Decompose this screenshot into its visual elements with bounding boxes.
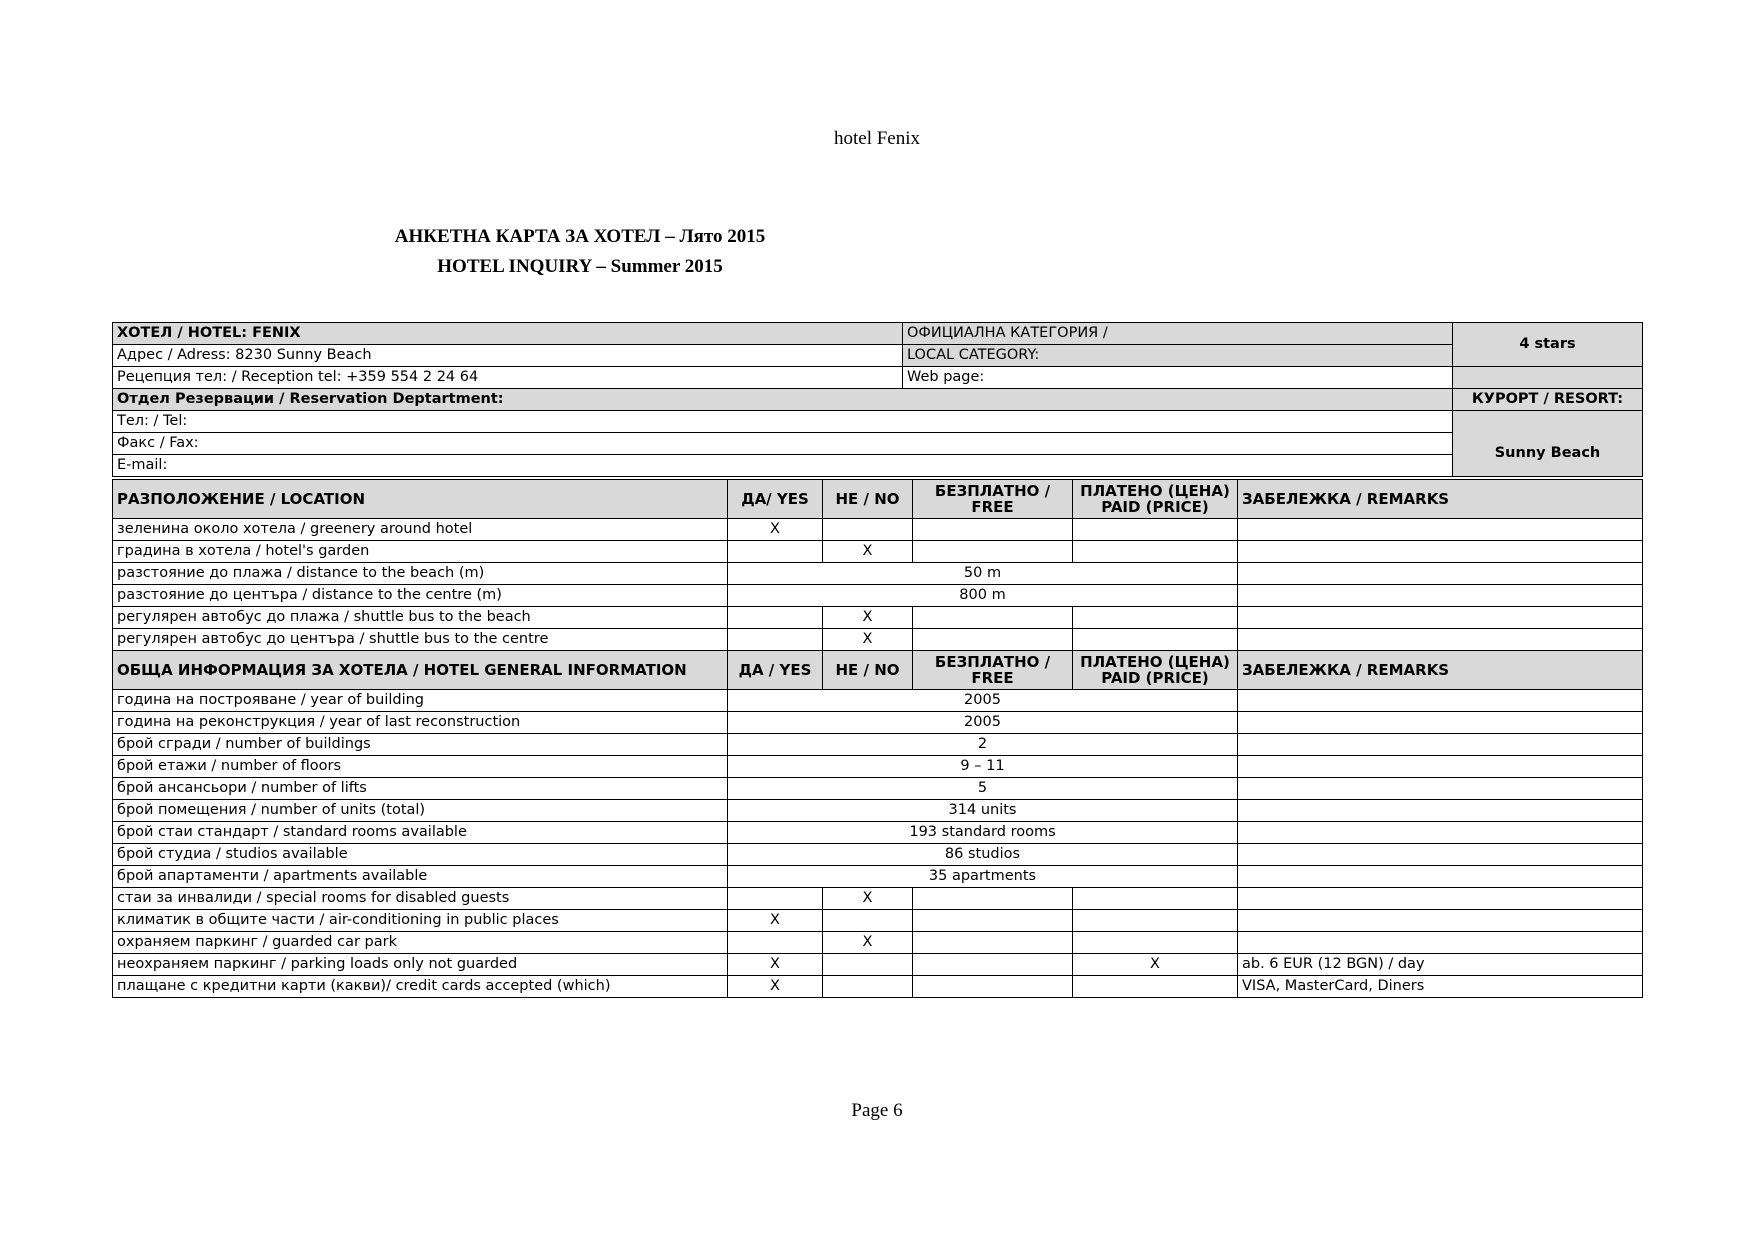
row-label: климатик в общите части / air-conditioning in public places (113, 910, 728, 932)
row-label: охраняем паркинг / guarded car park (113, 932, 728, 954)
row-label: стаи за инвалиди / special rooms for disabled guests (113, 888, 728, 910)
table-row (113, 455, 1643, 477)
cell-yes: X (728, 910, 823, 932)
table-row (113, 954, 1643, 976)
cell-remarks (1238, 888, 1643, 910)
webpage-cell: Web page: (903, 367, 1453, 389)
table-row (113, 712, 1643, 734)
cell-free (913, 519, 1073, 541)
cell-remarks (1238, 822, 1643, 844)
general-section-title: ОБЩА ИНФОРМАЦИЯ ЗА ХОТЕЛА / HOTEL GENERAL INFORMATION (113, 651, 728, 690)
cell-free (913, 607, 1073, 629)
table-row (113, 411, 1643, 433)
cell-no (823, 976, 913, 998)
cell-free (913, 932, 1073, 954)
table-row (113, 585, 1643, 607)
cell-paid (1073, 519, 1238, 541)
table-row (113, 888, 1643, 910)
category-label-cell: ОФИЦИАЛНА КАТЕГОРИЯ / (903, 323, 1453, 345)
page-header: hotel Fenix (833, 128, 921, 149)
col-remarks: ЗАБЕЛЕЖКА / REMARKS (1238, 480, 1643, 519)
cell-free (913, 629, 1073, 651)
col-paid: ПЛАТЕНО (ЦЕНА) PAID (PRICE) (1073, 480, 1238, 519)
cell-yes (728, 932, 823, 954)
cell-paid (1073, 541, 1238, 563)
cell-paid (1073, 976, 1238, 998)
table-row (113, 866, 1643, 888)
cell-remarks (1238, 585, 1643, 607)
cell-free (913, 910, 1073, 932)
location-header-row (113, 480, 1643, 519)
empty-cell (1453, 367, 1643, 389)
page-footer: Page 6 (851, 1100, 903, 1121)
cell-yes (728, 607, 823, 629)
table-row (113, 976, 1643, 998)
cell-paid (1073, 932, 1238, 954)
cell-merged-value: 50 m (728, 563, 1238, 585)
cell-merged-value: 5 (728, 778, 1238, 800)
row-label: плащане с кредитни карти (какви)/ credit cards accepted (which) (113, 976, 728, 998)
cell-remarks (1238, 756, 1643, 778)
cell-merged-value: 2005 (728, 690, 1238, 712)
cell-paid (1073, 910, 1238, 932)
cell-remarks (1238, 607, 1643, 629)
cell-remarks (1238, 519, 1643, 541)
hotel-address-cell: Адрес / Adress: 8230 Sunny Beach (113, 345, 903, 367)
cell-paid (1073, 629, 1238, 651)
row-label: година на построяване / year of building (113, 690, 728, 712)
cell-merged-value: 193 standard rooms (728, 822, 1238, 844)
col-yes: ДА / YES (728, 651, 823, 690)
cell-no (823, 910, 913, 932)
row-label: неохраняем паркинг / parking loads only not guarded (113, 954, 728, 976)
cell-yes (728, 541, 823, 563)
cell-remarks: VISA, MasterCard, Diners (1238, 976, 1643, 998)
reservation-dept-cell: Отдел Резервации / Reservation Deptartment: (113, 389, 1453, 411)
row-label: брой стаи стандарт / standard rooms available (113, 822, 728, 844)
cell-merged-value: 35 apartments (728, 866, 1238, 888)
col-remarks: ЗАБЕЛЕЖКА / REMARKS (1238, 651, 1643, 690)
document-title-en: HOTEL INQUIRY – Summer 2015 (437, 256, 723, 277)
cell-paid: X (1073, 954, 1238, 976)
row-label: регулярен автобус до плажа / shuttle bus to the beach (113, 607, 728, 629)
cell-no: X (823, 607, 913, 629)
row-label: брой ансансьори / number of lifts (113, 778, 728, 800)
table-row (113, 734, 1643, 756)
cell-merged-value: 9 – 11 (728, 756, 1238, 778)
cell-no: X (823, 629, 913, 651)
resort-value-cell: Sunny Beach (1453, 411, 1643, 477)
table-row (113, 389, 1643, 411)
row-label: година на реконструкция / year of last reconstruction (113, 712, 728, 734)
local-category-label-cell: LOCAL CATEGORY: (903, 345, 1453, 367)
reservation-email-cell: E-mail: (113, 455, 1453, 477)
category-value-cell: 4 stars (1453, 323, 1643, 367)
cell-remarks (1238, 778, 1643, 800)
cell-merged-value: 314 units (728, 800, 1238, 822)
row-label: брой сгради / number of buildings (113, 734, 728, 756)
col-free: БЕЗПЛАТНО / FREE (913, 651, 1073, 690)
table-row (113, 345, 1643, 367)
table-row (113, 932, 1643, 954)
cell-remarks (1238, 910, 1643, 932)
cell-no: X (823, 888, 913, 910)
table-row (113, 541, 1643, 563)
table-row (113, 367, 1643, 389)
col-paid: ПЛАТЕНО (ЦЕНА) PAID (PRICE) (1073, 651, 1238, 690)
hotel-info-table (112, 322, 1643, 477)
cell-yes: X (728, 976, 823, 998)
cell-merged-value: 2005 (728, 712, 1238, 734)
location-table (112, 479, 1643, 651)
cell-no (823, 954, 913, 976)
table-row (113, 800, 1643, 822)
table-row (113, 519, 1643, 541)
location-section-title: РАЗПОЛОЖЕНИЕ / LOCATION (113, 480, 728, 519)
cell-yes (728, 888, 823, 910)
general-header-row (113, 651, 1643, 690)
col-yes: ДА/ YES (728, 480, 823, 519)
cell-paid (1073, 888, 1238, 910)
cell-yes: X (728, 519, 823, 541)
cell-remarks (1238, 844, 1643, 866)
cell-free (913, 954, 1073, 976)
row-label: брой студиа / studios available (113, 844, 728, 866)
cell-no: X (823, 541, 913, 563)
cell-remarks (1238, 866, 1643, 888)
resort-label-cell: КУРОРТ / RESORT: (1453, 389, 1643, 411)
cell-remarks: ab. 6 EUR (12 BGN) / day (1238, 954, 1643, 976)
table-row (113, 690, 1643, 712)
cell-yes: X (728, 954, 823, 976)
col-free: БЕЗПЛАТНО / FREE (913, 480, 1073, 519)
table-row (113, 629, 1643, 651)
col-no: НЕ / NO (823, 480, 913, 519)
cell-remarks (1238, 690, 1643, 712)
cell-remarks (1238, 800, 1643, 822)
table-row (113, 756, 1643, 778)
table-row (113, 607, 1643, 629)
general-information-table (112, 650, 1643, 998)
row-label: брой помещения / number of units (total) (113, 800, 728, 822)
cell-no: X (823, 932, 913, 954)
cell-remarks (1238, 629, 1643, 651)
table-row (113, 433, 1643, 455)
table-row (113, 563, 1643, 585)
cell-merged-value: 800 m (728, 585, 1238, 607)
cell-remarks (1238, 932, 1643, 954)
row-label: брой апартаменти / apartments available (113, 866, 728, 888)
table-row (113, 844, 1643, 866)
table-row (113, 822, 1643, 844)
document-title-bg: АНКЕТНА КАРТА ЗА ХОТЕЛ – Лято 2015 (394, 226, 766, 247)
row-label: разстояние до центъра / distance to the centre (m) (113, 585, 728, 607)
cell-remarks (1238, 712, 1643, 734)
cell-free (913, 888, 1073, 910)
cell-paid (1073, 607, 1238, 629)
cell-remarks (1238, 734, 1643, 756)
cell-free (913, 976, 1073, 998)
row-label: брой етажи / number of floors (113, 756, 728, 778)
reservation-fax-cell: Факс / Fax: (113, 433, 1453, 455)
col-no: НЕ / NO (823, 651, 913, 690)
row-label: градина в хотела / hotel's garden (113, 541, 728, 563)
cell-merged-value: 2 (728, 734, 1238, 756)
reception-tel-cell: Рецепция тел: / Reception tel: +359 554 2 24 64 (113, 367, 903, 389)
cell-free (913, 541, 1073, 563)
row-label: зеленина около хотела / greenery around hotel (113, 519, 728, 541)
cell-merged-value: 86 studios (728, 844, 1238, 866)
row-label: разстояние до плажа / distance to the beach (m) (113, 563, 728, 585)
table-row (113, 323, 1643, 345)
cell-remarks (1238, 563, 1643, 585)
cell-yes (728, 629, 823, 651)
hotel-name-cell: ХОТЕЛ / HOTEL: FENIX (113, 323, 903, 345)
cell-no (823, 519, 913, 541)
row-label: регулярен автобус до центъра / shuttle bus to the centre (113, 629, 728, 651)
cell-remarks (1238, 541, 1643, 563)
table-row (113, 778, 1643, 800)
reservation-tel-cell: Тел: / Tel: (113, 411, 1453, 433)
document-title (235, 222, 925, 282)
table-row (113, 910, 1643, 932)
